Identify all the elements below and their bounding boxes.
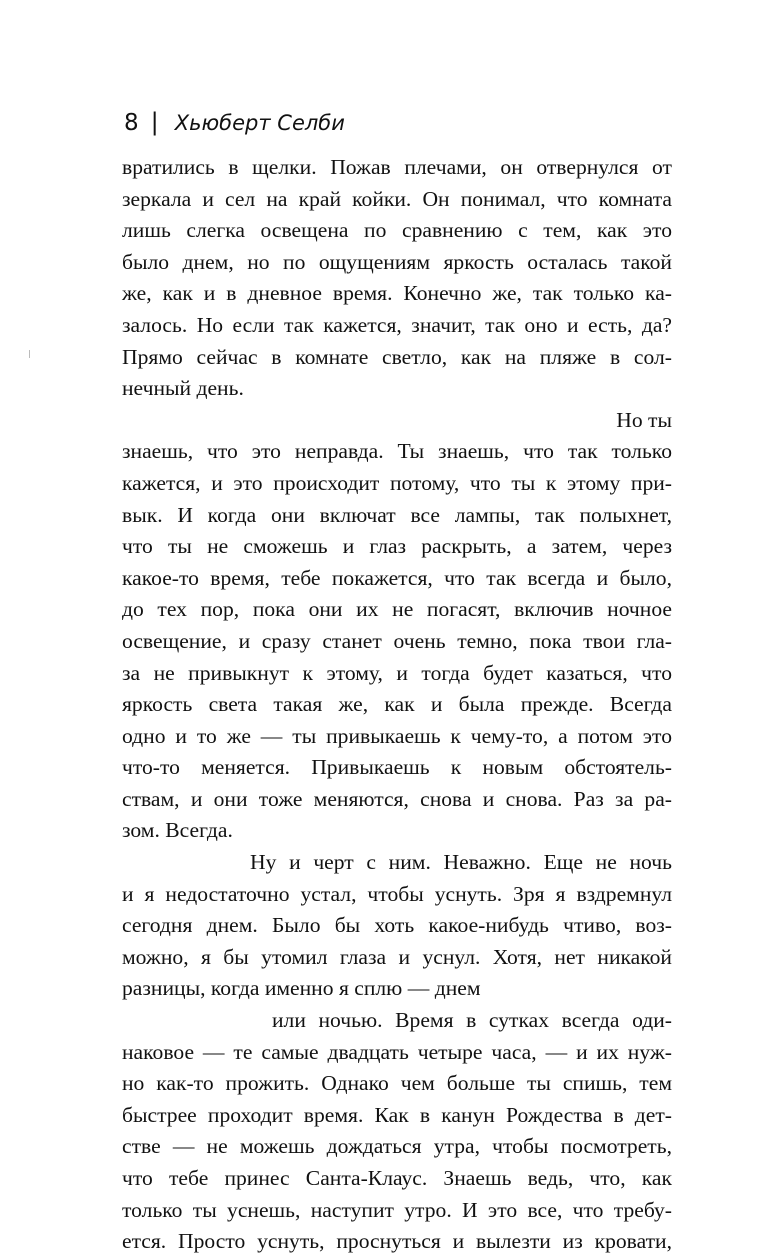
text-line: только ты уснешь, наступит утро. И это все, что требу- xyxy=(122,1197,672,1222)
text-line: нечный день. xyxy=(122,376,244,401)
text-line: яркость света такая же, как и была прежде. Всегда xyxy=(122,692,672,717)
text-line: лишь слегка освещена по сравнению с тем, как это xyxy=(122,218,672,243)
text-line: зом. Всегда. xyxy=(122,818,233,843)
text-line: быстрее проходит время. Как в канун Рождества в дет- xyxy=(122,1102,672,1127)
text-line: было днем, но по ощущениям яркость осталась такой xyxy=(122,249,672,274)
text-line: Прямо сейчас в комнате светло, как на пляже в сол- xyxy=(122,344,672,369)
text-line: Ну и черт с ним. Неважно. Еще не ночь xyxy=(250,850,672,875)
text-line: сегодня днем. Было бы хоть какое-нибудь чтиво, воз- xyxy=(122,913,672,938)
author-name: Хьюберт Селби xyxy=(174,111,345,135)
text-line: стве — не можешь дождаться утра, чтобы посмотреть, xyxy=(122,1134,672,1159)
text-line: наковое — те самые двадцать четыре часа, — и их нуж- xyxy=(122,1039,672,1064)
text-line: зеркала и сел на край койки. Он понимал, что комната xyxy=(122,186,672,211)
text-line: и я недостаточно устал, чтобы уснуть. Зря я вздремнул xyxy=(122,881,672,906)
text-line: можно, я бы утомил глаза и уснул. Хотя, нет никакой xyxy=(122,944,672,969)
running-head xyxy=(124,108,345,144)
text-line: что тебе принес Санта-Клаус. Знаешь ведь, что, как xyxy=(122,1166,672,1190)
text-line: какое-то время, тебе покажется, что так всегда и было, xyxy=(122,565,672,590)
text-line: что-то меняется. Привыкаешь к новым обстоятель- xyxy=(122,755,672,780)
text-line: освещение, и сразу станет очень темно, пока твои гла- xyxy=(122,628,672,653)
text-line: знаешь, что это неправда. Ты знаешь, что так только xyxy=(122,439,672,464)
page-number: 8 xyxy=(124,110,139,136)
text-line: вратились в щелки. Пожав плечами, он отвернулся от xyxy=(122,155,672,179)
text-line: одно и то же — ты привыкаешь к чему-то, а потом это xyxy=(122,723,672,748)
text-line: кажется, и это происходит потому, что ты к этому при- xyxy=(122,470,672,495)
header-separator: | xyxy=(150,108,159,136)
text-line: но как-то прожить. Однако чем больше ты спишь, тем xyxy=(122,1071,672,1096)
margin-mark xyxy=(29,350,30,358)
text-line: вык. И когда они включат все лампы, так полыхнет, xyxy=(122,502,672,527)
text-line: ется. Просто уснуть, проснуться и вылезти из кровати, xyxy=(122,1229,672,1254)
text-line: или ночью. Время в сутках всегда оди- xyxy=(272,1008,672,1033)
text-line: что ты не сможешь и глаз раскрыть, а затем, через xyxy=(122,534,672,559)
body-text xyxy=(122,152,672,1258)
text-line: ствам, и они тоже меняются, снова и снова. Раз за ра- xyxy=(122,786,672,811)
text-line: Но ты xyxy=(616,407,672,432)
text-line: залось. Но если так кажется, значит, так оно и есть, да? xyxy=(122,312,672,337)
text-line: же, как и в дневное время. Конечно же, так только ка- xyxy=(122,281,672,306)
text-line: разницы, когда именно я сплю — днем xyxy=(122,976,481,1001)
text-line: за не привыкнут к этому, и тогда будет казаться, что xyxy=(122,660,672,685)
text-line: до тех пор, пока они их не погасят, включив ночное xyxy=(122,597,672,622)
